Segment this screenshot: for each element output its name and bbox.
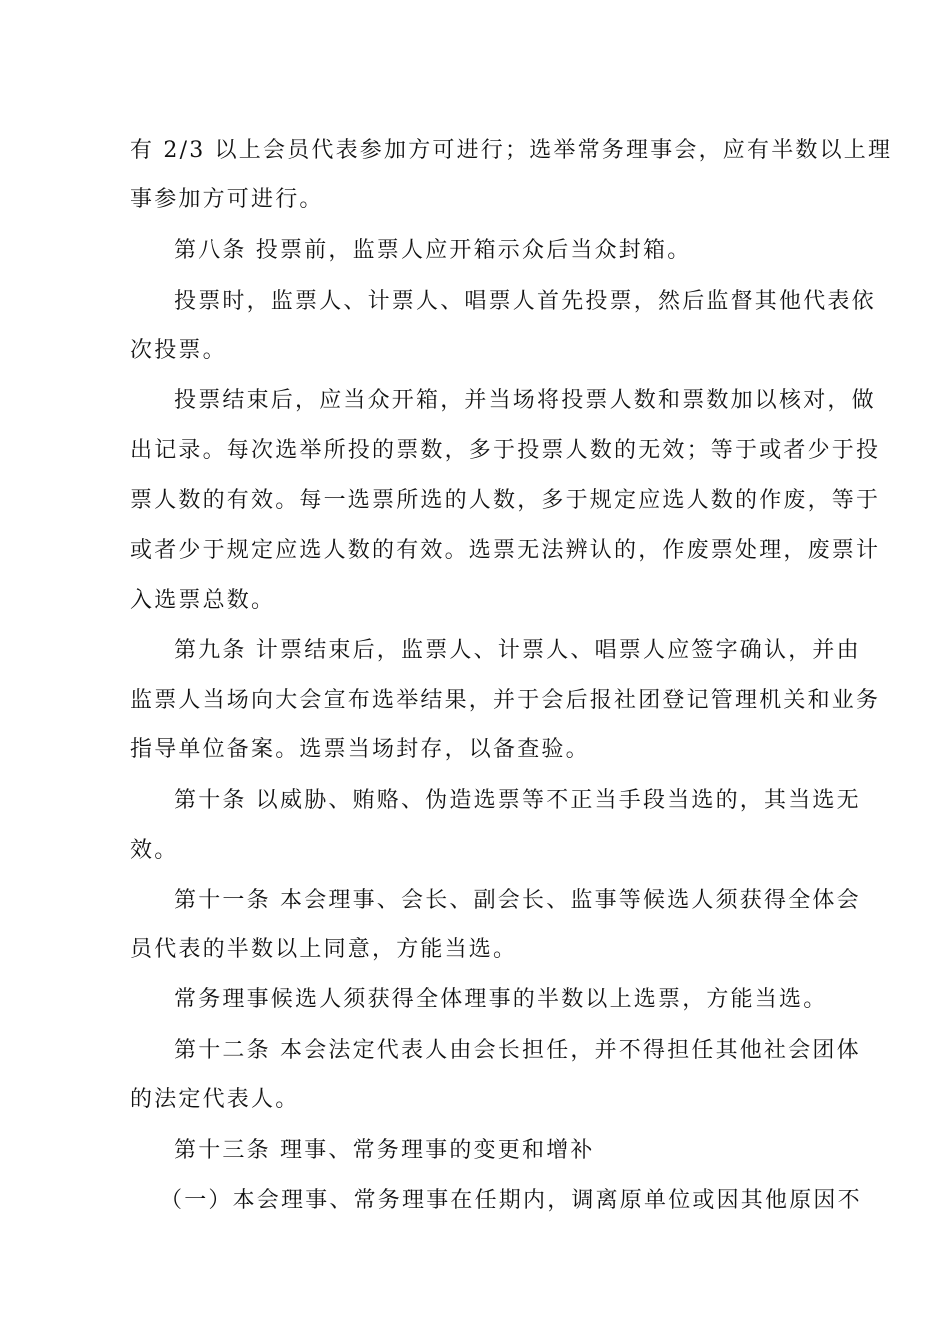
text-line: 有 2/3 以上会员代表参加方可进行；选举常务理事会，应有半数以上理 [130, 138, 893, 163]
text-line: 监票人当场向大会宣布选举结果，并于会后报社团登记管理机关和业务 [130, 688, 881, 713]
text-line: 指导单位备案。选票当场封存，以备查验。 [130, 737, 590, 762]
text-line: 票人数的有效。每一选票所选的人数，多于规定应选人数的作废，等于 [130, 488, 881, 513]
text-line: 投票结束后，应当众开箱，并当场将投票人数和票数加以核对，做 [174, 388, 876, 413]
text-line: 事参加方可进行。 [130, 187, 324, 212]
text-line: 常务理事候选人须获得全体理事的半数以上选票，方能当选。 [174, 987, 828, 1012]
text-line: 的法定代表人。 [130, 1087, 300, 1112]
text-line: 员代表的半数以上同意，方能当选。 [130, 937, 518, 962]
text-line: 入选票总数。 [130, 588, 276, 613]
text-line: （一）本会理事、常务理事在任期内，调离原单位或因其他原因不 [160, 1188, 862, 1213]
text-line: 投票时，监票人、计票人、唱票人首先投票，然后监督其他代表依 [174, 289, 876, 314]
text-line: 效。 [130, 838, 179, 863]
text-line: 或者少于规定应选人数的有效。选票无法辨认的，作废票处理，废票计 [130, 538, 881, 563]
text-line: 次投票。 [130, 338, 227, 363]
text-line: 出记录。每次选举所投的票数，多于投票人数的无效；等于或者少于投 [130, 438, 881, 463]
article-9-heading-line: 第九条 计票结束后，监票人、计票人、唱票人应签字确认，并由 [174, 638, 861, 663]
article-13-heading-line: 第十三条 理事、常务理事的变更和增补 [174, 1138, 595, 1163]
article-8-heading-line: 第八条 投票前，监票人应开箱示众后当众封箱。 [174, 238, 692, 263]
article-11-heading-line: 第十一条 本会理事、会长、副会长、监事等候选人须获得全体会 [174, 888, 861, 913]
article-12-heading-line: 第十二条 本会法定代表人由会长担任，并不得担任其他社会团体 [174, 1038, 861, 1063]
article-10-heading-line: 第十条 以威胁、贿赂、伪造选票等不正当手段当选的，其当选无 [174, 788, 861, 813]
